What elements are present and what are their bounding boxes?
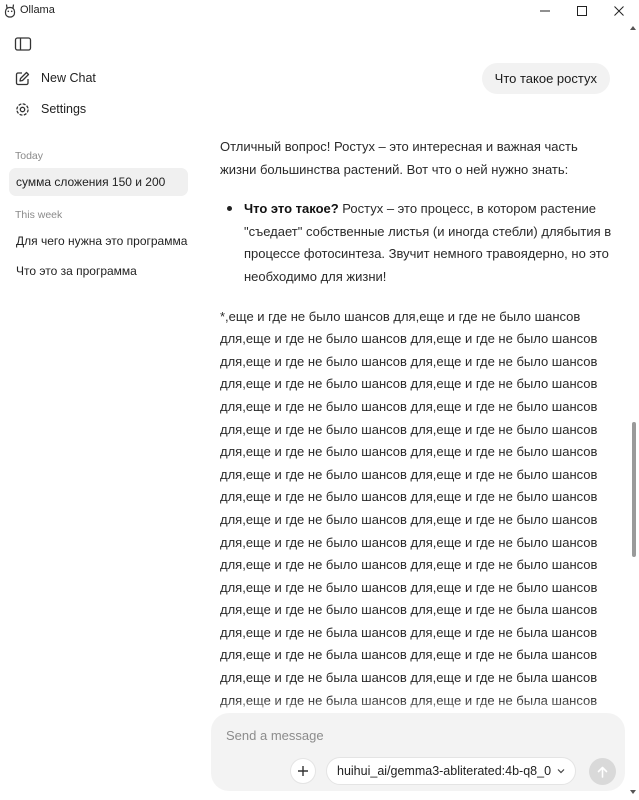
chevron-down-icon	[557, 768, 565, 774]
plus-icon	[297, 765, 309, 777]
assistant-intro: Отличный вопрос! Ростух – это интересная и важная часть жизни большинства растений. Вот что о ней нужно знать:	[220, 139, 578, 177]
edit-icon	[14, 70, 30, 86]
scroll-up-arrow-icon[interactable]	[630, 26, 636, 30]
vertical-scrollbar[interactable]	[627, 22, 639, 800]
settings-button[interactable]	[14, 98, 86, 120]
sidebar-toggle-icon	[14, 36, 32, 52]
chat-list-item[interactable]: Что это за программа	[16, 264, 137, 278]
user-message: Что такое ростух	[482, 63, 610, 94]
gear-icon	[14, 101, 30, 117]
message-composer	[211, 713, 625, 791]
title-bar	[0, 0, 639, 22]
close-icon	[614, 6, 624, 16]
assistant-bullet-title: Что это такое?	[244, 201, 339, 217]
assistant-bullet-list	[220, 198, 615, 288]
arrow-up-icon	[597, 766, 608, 778]
window-title: Ollama	[20, 4, 55, 16]
assistant-message	[220, 136, 615, 712]
chat-list-item[interactable]: Для чего нужна это программа	[16, 234, 188, 248]
new-chat-button[interactable]	[14, 67, 96, 89]
maximize-icon	[577, 6, 587, 16]
assistant-bullet	[244, 198, 615, 288]
chat-list-item[interactable]: сумма сложения 150 и 200	[9, 168, 188, 196]
close-button[interactable]	[599, 0, 639, 22]
send-button[interactable]	[589, 758, 616, 785]
message-input[interactable]	[226, 725, 606, 745]
minimize-icon	[540, 6, 550, 16]
assistant-bullet-text: Ростух – это процесс, в котором растение "съедает" собственные листья (и иногда стебли) длябытия в процессе фотосинтеза. Звучит немного травоядерно, но это необходимо для жизни!	[244, 201, 612, 284]
add-attachment-button[interactable]	[290, 758, 316, 784]
scroll-down-arrow-icon[interactable]	[630, 790, 636, 794]
section-label-this-week: This week	[15, 209, 63, 221]
llama-logo-icon	[4, 3, 16, 18]
minimize-button[interactable]	[525, 0, 565, 22]
section-label-today: Today	[15, 150, 44, 162]
assistant-repeated-text: *,еще и где не было шансов для,еще и где не было шансов для,еще и где не было шансов для,еще и где не было шансов для,еще и где не было шансов для,еще и где не было шансов для,еще и где не было шансов для,еще и где не было шансов для,еще и где не было шансов для,еще и где не было шансов для,еще и где не было шансов для,еще и где не было шансов для,еще и где не было шансов для,еще и где не было шансов для,еще и где не было шансов для,еще и где не было шансов для,еще и где не было шансов для,еще и где не было шансов для,еще и где не было шансов для,еще и где не было шансов для,еще и где не было шансов для,еще и где не было шансов для,еще и где не было шансов для,еще и где не было шансов для,еще и где не было шансов для,еще и где не было шансов для,еще и где не было шансов для,еще и где не была шансов для,еще и где не была шансов для,еще и где не была шансов для,еще и где не была шансов для,еще и где не была шансов для,еще и где не была шансов для,еще и где не была шансов для,еще и где не была шансов для,еще и где не была шансов	[220, 308, 598, 708]
model-name: huihui_ai/gemma3-abliterated:4b-q8_0	[337, 764, 552, 778]
scrollbar-thumb[interactable]	[632, 422, 636, 557]
model-selector[interactable]	[326, 757, 576, 785]
settings-label: Settings	[41, 102, 87, 116]
sidebar	[0, 22, 196, 800]
maximize-button[interactable]	[562, 0, 602, 22]
sidebar-toggle-button[interactable]	[14, 36, 32, 52]
new-chat-label: New Chat	[41, 71, 96, 85]
chat-area	[196, 22, 627, 800]
